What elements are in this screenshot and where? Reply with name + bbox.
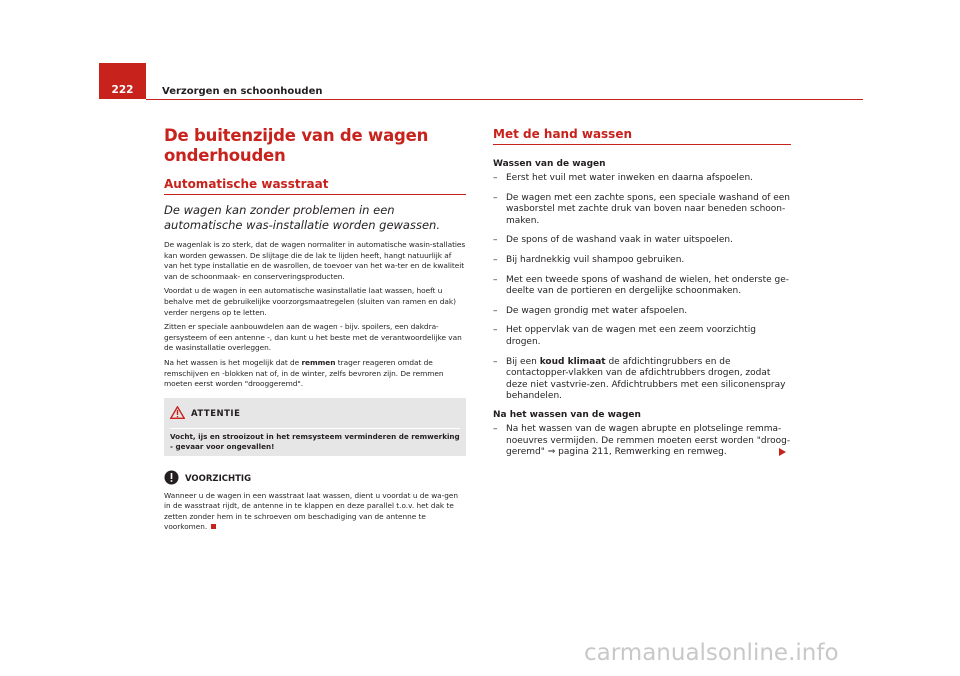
caution-text — [164, 491, 466, 533]
list-item: – Met een tweede spons of washand de wielen, het onderste ge-deelte van de portieren en dergelijke schoonmaken. — [493, 275, 791, 298]
washing-steps-list — [493, 173, 791, 403]
warning-triangle-icon — [170, 406, 185, 422]
warning-text: Vocht, ijs en strooizout in het remsysteem verminderen de remwerking - gevaar voor ongevallen! — [170, 428, 460, 452]
right-column — [493, 126, 791, 467]
paragraph-3: Zitten er speciale aanbouwdelen aan de wagen - bijv. spoilers, een dakdra-gersysteem of een antenne -, dan kunt u het beste met de verantwoordelijke van de wasinstallatie overleggen. — [164, 322, 462, 353]
caution-title: VOORZICHTIG — [185, 473, 252, 484]
list-item-part-a: Bij een — [506, 356, 540, 367]
running-title: Verzorgen en schoonhouden — [162, 86, 323, 97]
paragraph-4-bold: remmen — [301, 357, 336, 367]
warning-header — [170, 406, 460, 422]
caution-exclamation-icon — [164, 470, 179, 488]
list-item-part-b: de afdichtingrubbers en de contactopper-vlakken van de afdichtrubbers drogen, zodat deze niet vastvrie-zen. Afdichtrubbers met een siliconenspray behandelen. — [506, 356, 786, 402]
paragraph-4 — [164, 358, 466, 390]
caution-header — [164, 470, 466, 488]
caution-text-body: Wanneer u de wagen in een wasstraat laat wassen, dient u voordat u de wa-gen in de wasstraat rijdt, de antenne in te klappen en deze parallel t.o.v. het dak te zetten zonder hem in te schroeven om beschadiging van de antenne te voorkomen. — [164, 490, 459, 531]
page-title: De buitenzijde van de wagen onderhouden — [164, 126, 429, 165]
warning-box — [164, 398, 466, 456]
end-square-icon — [211, 524, 216, 529]
continue-arrow-icon — [779, 448, 786, 458]
section-heading-wasstraat: Automatische wasstraat — [164, 176, 466, 195]
left-column — [164, 126, 466, 532]
list-item: – De spons of de washand vaak in water uitspoelen. — [493, 235, 791, 247]
paragraph-4-part-a: Na het wassen is het mogelijk dat de — [164, 357, 302, 367]
watermark: carmanualsonline.info — [584, 640, 839, 666]
list-item: – Na het wassen van de wagen abrupte en plotselinge remma-noeuvres vermijden. De remmen moeten eerst worden "droog-geremd" ⇒ pagina 211, Remwerking en remweg. — [493, 424, 791, 459]
paragraph-2: Voordat u de wagen in een automatische wasinstallatie laat wassen, hoeft u behalve met de gebruikelijke voorzorgsmaatregelen (sluiten van ramen en dak) verder nergens op te letten. — [164, 286, 456, 317]
list-item: – De wagen grondig met water afspoelen. — [493, 306, 791, 318]
paragraph-1: De wagenlak is zo sterk, dat de wagen normaliter in automatische wasin-stallaties kan worden gewassen. De slijtage die de lak te lijden heeft, hangt natuurlijk af van het type installatie en de wasrollen, de toevoer van het wa-ter en de kwaliteit van de schoonmaak- en conserveringsproducten. — [164, 240, 466, 281]
section-heading-hand-wassen: Met de hand wassen — [493, 126, 791, 145]
list-item — [493, 357, 791, 403]
subheading-na-wassen: Na het wassen van de wagen — [493, 409, 641, 420]
subheading-wassen: Wassen van de wagen — [493, 159, 606, 169]
after-wash-list — [493, 424, 791, 459]
header-rule — [146, 99, 863, 100]
list-item: – Eerst het vuil met water inweken en daarna afspoelen. — [493, 173, 791, 185]
warning-title: ATTENTIE — [191, 408, 241, 419]
list-item: – Bij hardnekkig vuil shampoo gebruiken. — [493, 255, 791, 267]
list-item: – De wagen met een zachte spons, een speciale washand of een wasborstel met zachte druk van boven naar beneden schoon-maken. — [493, 193, 791, 228]
intro-text: De wagen kan zonder problemen in een automatische was-installatie worden gewassen. — [164, 203, 440, 232]
page-number: 222 — [99, 63, 146, 99]
paragraph-4-part-b: trager reageren omdat de remschijven en -blokken nat of, in de winter, zelfs bevroren zijn. De remmen moeten eerst worden "drooggeremd". — [164, 357, 444, 389]
list-item-bold: koud klimaat — [539, 356, 606, 367]
list-item: – Het oppervlak van de wagen met een zeem voorzichtig drogen. — [493, 325, 791, 348]
